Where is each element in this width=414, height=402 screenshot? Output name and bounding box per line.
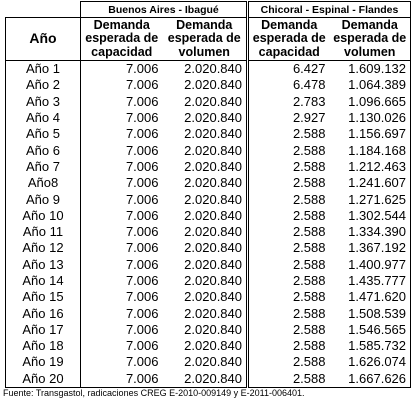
group-header-row — [6, 2, 411, 18]
volume-2-cell: 1.435.777 — [330, 273, 411, 289]
year-cell: Año 15 — [6, 289, 81, 305]
capacity-1-cell: 7.006 — [81, 322, 163, 338]
capacity-2-cell: 2.588 — [248, 273, 330, 289]
table-row — [6, 126, 411, 142]
volume-1-cell: 2.020.840 — [184, 77, 242, 93]
volume-2-cell: 1.508.539 — [330, 305, 411, 321]
capacity-1-cell: 7.006 — [81, 208, 163, 224]
table-row — [6, 354, 411, 370]
year-cell: Año 6 — [6, 142, 81, 158]
volume-1-cell: 2.020.840 — [184, 191, 242, 207]
table-row — [6, 159, 411, 175]
year-cell: Año 7 — [6, 159, 81, 175]
capacity-1-cell: 7.006 — [81, 94, 163, 110]
capacity-2-cell: 2.588 — [248, 191, 330, 207]
capacity-2-cell: 2.588 — [248, 338, 330, 354]
group-header-buenos-aires-ibague: Buenos Aires - Ibagué — [81, 2, 248, 18]
capacity-1-cell: 7.006 — [81, 371, 163, 388]
volume-2-cell: 1.096.665 — [330, 94, 411, 110]
table-row — [6, 77, 411, 93]
table-row — [6, 175, 411, 191]
column-header-capacity-2: Demanda esperada de capacidad — [248, 18, 330, 61]
volume-2-cell: 1.241.607 — [330, 175, 411, 191]
volume-1-cell: 2.020.840 — [184, 142, 242, 158]
capacity-2-cell: 2.588 — [248, 208, 330, 224]
year-cell: Año 3 — [6, 94, 81, 110]
capacity-1-cell: 7.006 — [81, 354, 163, 370]
capacity-1-cell: 7.006 — [81, 305, 163, 321]
year-cell: Año 17 — [6, 322, 81, 338]
year-cell: Año 16 — [6, 305, 81, 321]
column-header-year: Año — [6, 18, 81, 61]
year-cell: Año 9 — [6, 191, 81, 207]
capacity-2-cell: 2.783 — [248, 94, 330, 110]
year-cell: Año 20 — [6, 371, 81, 388]
volume-1-cell: 2.020.840 — [184, 321, 242, 337]
volume-2-cell: 1.130.026 — [330, 110, 411, 126]
volume-1-cell: 2.020.840 — [184, 158, 242, 174]
volume-2-cell: 1.271.625 — [330, 191, 411, 207]
capacity-1-cell: 7.006 — [81, 110, 163, 126]
volume-2-cell: 1.064.389 — [330, 77, 411, 93]
capacity-2-cell: 2.588 — [248, 126, 330, 142]
table-row — [6, 371, 411, 388]
table-row — [6, 257, 411, 273]
capacity-2-cell: 6.478 — [248, 77, 330, 93]
volume-2-cell: 1.212.463 — [330, 159, 411, 175]
volume-2-cell: 1.626.074 — [330, 354, 411, 370]
capacity-1-cell: 7.006 — [81, 289, 163, 305]
table-body — [6, 61, 411, 388]
volume-1-cell: 2.020.840 — [184, 256, 242, 272]
table-row — [6, 322, 411, 338]
capacity-2-cell: 2.588 — [248, 175, 330, 191]
table-row — [6, 110, 411, 126]
capacity-1-cell: 7.006 — [81, 142, 163, 158]
year-cell: Año 11 — [6, 224, 81, 240]
volume-1-cell: 2.020.840 — [184, 61, 242, 77]
volume-1-cell: 2.020.840 — [184, 289, 242, 305]
year-cell: Año 14 — [6, 273, 81, 289]
capacity-1-cell: 7.006 — [81, 159, 163, 175]
year-cell: Año 18 — [6, 338, 81, 354]
volume-1-cell: 2.020.840 — [184, 126, 242, 142]
column-header-capacity-1: Demanda esperada de capacidad — [81, 18, 163, 61]
volume-1-cell: 2.020.840 — [163, 371, 248, 388]
year-cell: Año 4 — [6, 110, 81, 126]
group-header-empty — [6, 2, 81, 18]
volume-2-cell: 1.334.390 — [330, 224, 411, 240]
year-cell: Año 10 — [6, 208, 81, 224]
capacity-2-cell: 2.588 — [248, 322, 330, 338]
capacity-1-cell: 7.006 — [81, 61, 163, 78]
volume-2-cell: 1.367.192 — [330, 240, 411, 256]
capacity-2-cell: 2.588 — [248, 159, 330, 175]
volume-1-cell: 2.020.840 — [184, 224, 242, 240]
demand-table-container — [5, 1, 411, 388]
volume-1-cell: 2.020.840 — [184, 207, 242, 223]
volume-2-cell: 1.302.544 — [330, 208, 411, 224]
group-header-chicoral-espinal-flandes: Chicoral - Espinal - Flandes — [248, 2, 411, 18]
volume-1-cell: 2.020.840 — [184, 93, 242, 109]
column-header-row — [6, 18, 411, 61]
capacity-2-cell: 2.588 — [248, 240, 330, 256]
year-cell: Año 12 — [6, 240, 81, 256]
capacity-1-cell: 7.006 — [81, 240, 163, 256]
volume-1-cell: 2.020.840 — [184, 273, 242, 288]
capacity-2-cell: 2.588 — [248, 289, 330, 305]
year-cell: Año 1 — [6, 61, 81, 78]
volume-1-cell: 2.020.840 — [184, 338, 242, 354]
capacity-1-cell: 7.006 — [81, 338, 163, 354]
table-row — [6, 305, 411, 321]
capacity-2-cell: 2.588 — [248, 142, 330, 158]
capacity-2-cell: 2.588 — [248, 224, 330, 240]
capacity-2-cell: 2.588 — [248, 305, 330, 321]
table-row — [6, 61, 411, 78]
year-cell: Año8 — [6, 175, 81, 191]
volume-2-cell: 1.156.697 — [330, 126, 411, 142]
year-cell: Año 5 — [6, 126, 81, 142]
capacity-2-cell: 2.588 — [248, 354, 330, 370]
capacity-1-cell: 7.006 — [81, 191, 163, 207]
volume-2-cell: 1.609.132 — [330, 61, 411, 78]
table-row — [6, 208, 411, 224]
capacity-1-cell: 7.006 — [81, 273, 163, 289]
table-row — [6, 338, 411, 354]
year-cell: Año 19 — [6, 354, 81, 370]
column-header-volume-1: Demanda esperada de volumen — [163, 18, 248, 61]
volume-1-cell: 2.020.840 — [184, 110, 242, 126]
volume-1-cell: 2.020.840 — [184, 175, 242, 191]
table-row — [6, 240, 411, 256]
volume-1-cell: 2.020.840 — [184, 354, 242, 370]
demand-table — [5, 1, 411, 388]
volume-2-cell: 1.400.977 — [330, 257, 411, 273]
table-row — [6, 273, 411, 289]
table-row — [6, 94, 411, 110]
capacity-1-cell: 7.006 — [81, 224, 163, 240]
capacity-1-cell: 7.006 — [81, 126, 163, 142]
capacity-2-cell: 2.927 — [248, 110, 330, 126]
volume-2-cell: 1.546.565 — [330, 322, 411, 338]
volume-2-cell: 1.184.168 — [330, 142, 411, 158]
volume-2-cell: 1.585.732 — [330, 338, 411, 354]
capacity-1-cell: 7.006 — [81, 257, 163, 273]
volume-1-cell: 2.020.840 — [184, 240, 242, 256]
capacity-1-cell: 7.006 — [81, 175, 163, 191]
volume-2-cell: 1.667.626 — [330, 371, 411, 388]
column-header-volume-2: Demanda esperada de volumen — [330, 18, 411, 61]
year-cell: Año 13 — [6, 257, 81, 273]
year-cell: Año 2 — [6, 77, 81, 93]
capacity-2-cell: 2.588 — [248, 257, 330, 273]
table-row — [6, 289, 411, 305]
table-row — [6, 142, 411, 158]
capacity-2-cell: 2.588 — [248, 371, 330, 388]
volume-1-cell: 2.020.840 — [184, 305, 242, 321]
source-note: Fuente: Transgastol, radicaciones CREG E-2010-009149 y E-2011-006401. — [3, 388, 305, 398]
table-row — [6, 224, 411, 240]
capacity-2-cell: 6.427 — [248, 61, 330, 78]
table-row — [6, 191, 411, 207]
volume-2-cell: 1.471.620 — [330, 289, 411, 305]
capacity-1-cell: 7.006 — [81, 77, 163, 93]
